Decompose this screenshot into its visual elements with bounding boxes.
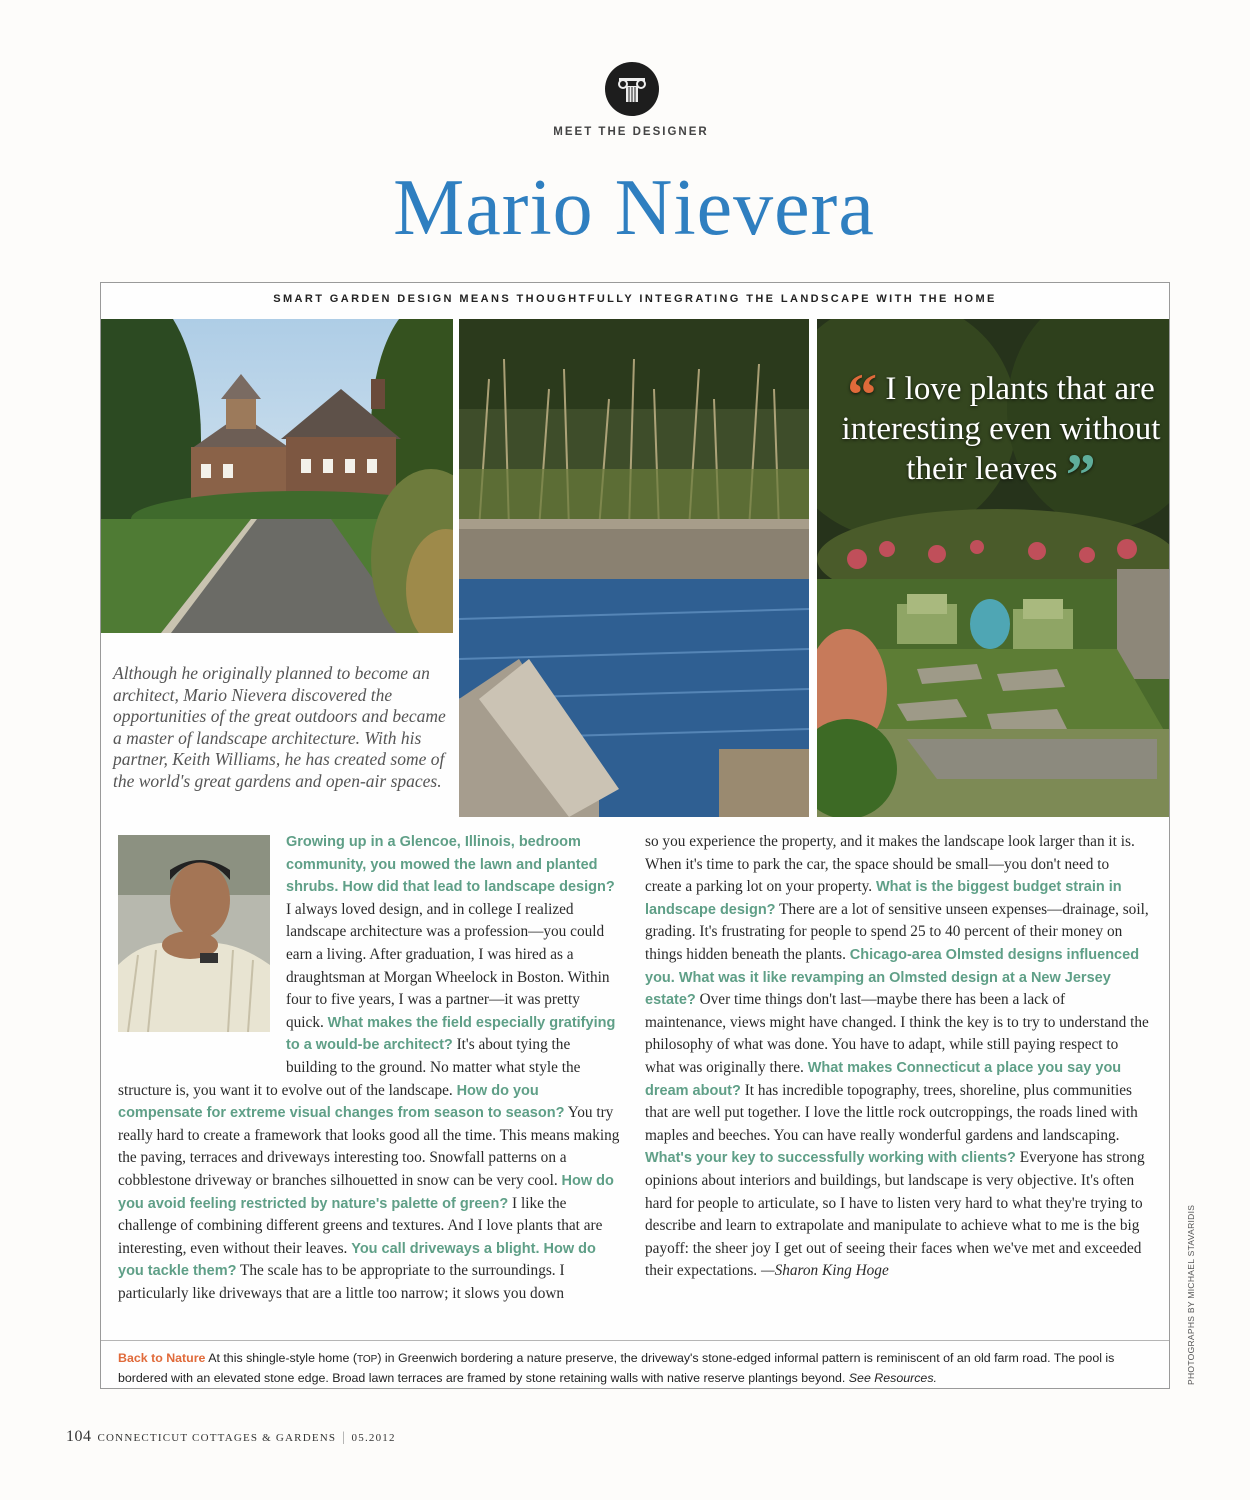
answer-4: I like the challenge of combining different greens and textures. And I love plants that are interesting, even without their leaves. — [118, 1194, 603, 1257]
feature-frame — [100, 282, 1170, 1389]
answer-1: I always loved design, and in college I realized landscape architecture was a profession—you could earn a living. After graduation, I was hired as a draughtsman at Morgan Wheelock in Boston. Within four to five years, I was a partner—it was pretty quick. — [286, 900, 610, 1031]
pull-quote — [833, 362, 1169, 508]
page-number: 104 — [66, 1428, 92, 1445]
byline: —Sharon King Hoge — [760, 1262, 889, 1280]
question-9: What's your key to successfully working with clients? — [645, 1150, 1016, 1167]
answer-5: The scale has to be appropriate to the surroundings. I particularly like driveways that are a little too narrow; it slows you down — [118, 1262, 565, 1302]
publication-name: CONNECTICUT COTTAGES & GARDENS — [97, 1432, 337, 1444]
question-4: How do you avoid feeling restricted by nature's palette of green? — [118, 1172, 614, 1212]
caption-text-b: ) in Greenwich bordering a nature preserve, the driveway's stone-edged informal pattern is reminiscent of an old farm road. The pool is bordered with an elevated stone edge. Broad lawn terraces are framed by stone retaining walls with native reserve plantings beyond. — [118, 1351, 1115, 1385]
caption-top-ref: TOP — [356, 1354, 378, 1365]
question-2: What makes the field especially gratifying to a would-be architect? — [286, 1014, 616, 1054]
answer-3: You try really hard to create a framework that looks good all the time. This means making the paving, terraces and driveways interesting too. Snowfall patterns on a cobblestone driveway or branches silhouetted in snow can be very cool. — [118, 1104, 620, 1189]
ionic-column-icon — [605, 62, 659, 116]
pull-quote-text: I love plants that are interesting even without their leaves — [841, 371, 1161, 487]
answer-5-continued: so you experience the property, and it makes the landscape look larger than it is. When it's time to park the car, the space should be small—you don't need to create a parking lot on your property. — [645, 833, 1135, 896]
caption-text-a: At this shingle-style home ( — [205, 1351, 357, 1365]
photo-credit: PHOTOGRAPHS BY MICHAEL STAVARIDIS — [1186, 1204, 1196, 1385]
garden-terrace-photo — [817, 319, 1169, 817]
issue-date: 05.2012 — [351, 1432, 396, 1444]
question-3: How do you compensate for extreme visual changes from season to season? — [118, 1082, 565, 1122]
question-8: What makes Connecticut a place you say you dream about? — [645, 1059, 1122, 1099]
answer-8: It has incredible topography, trees, shoreline, plus communities that are well put together. I love the little rock outcroppings, the roads lined with maples and beeches. You can have really wonderful gardens and landscaping. — [645, 1081, 1138, 1144]
answer-2: It's about tying the building to the ground. No matter what style the structure is, you want it to evolve out of the landscape. — [118, 1036, 581, 1099]
answer-6: There are a lot of sensitive unseen expenses—drainage, soil, grading. It's frustrating for people to spend 25 to 40 percent of their money on things hidden beneath the plants. — [645, 900, 1149, 963]
caption-resources: See Resources. — [848, 1371, 937, 1385]
question-7: Chicago-area Olmsted designs influenced you. What was it like revamping an Olmsted design at a New Jersey estate? — [645, 946, 1140, 1009]
interview-column-2 — [645, 831, 1149, 1283]
photo-caption — [101, 1340, 1169, 1387]
pool-photo — [459, 319, 809, 817]
open-quote-mark-icon: “ — [847, 362, 878, 428]
intro-deck: Although he originally planned to become an architect, Mario Nievera discovered the opportunities of the great outdoors and became a master of landscape architecture. With his partner, Keith Williams, he has created some of the world's great gardens and open-air spaces. — [113, 663, 446, 791]
caption-lead: Back to Nature — [118, 1351, 206, 1365]
shingle-house-driveway-photo — [101, 319, 453, 633]
feature-banner: SMART GARDEN DESIGN MEANS THOUGHTFULLY INTEGRATING THE LANDSCAPE WITH THE HOME — [273, 293, 997, 305]
interview-column-1 — [118, 831, 620, 1305]
close-quote-mark-icon: ” — [1065, 442, 1096, 508]
article-title: Mario Nievera — [393, 164, 875, 252]
question-6: What is the biggest budget strain in landscape design? — [645, 879, 1122, 918]
answer-9: Everyone has strong opinions about interiors and buildings, but landscape is very objective. It's often hard for people to articulate, so I have to listen very hard to what they're trying to describe and learn to extrapolate and manipulate to achieve what to me is the big payoff: the sheer joy I get out of seeing their faces when we've met and exceeded their expectations. — [645, 1149, 1145, 1280]
page-footer — [66, 1428, 396, 1446]
question-5: You call driveways a blight. How do you tackle them? — [118, 1240, 596, 1280]
question-1: Growing up in a Glencoe, Illinois, bedroom community, you mowed the lawn and planted shrubs. How did that lead to landscape design? — [286, 834, 615, 896]
section-kicker: MEET THE DESIGNER — [553, 126, 709, 138]
answer-7: Over time things don't last—maybe there has been a lack of maintenance, views might have changed. I think the key is to try to understand the philosophy of what was done. You have to adapt, while still paying respect to what was originally there. — [645, 991, 1149, 1076]
footer-separator: | — [342, 1430, 346, 1445]
